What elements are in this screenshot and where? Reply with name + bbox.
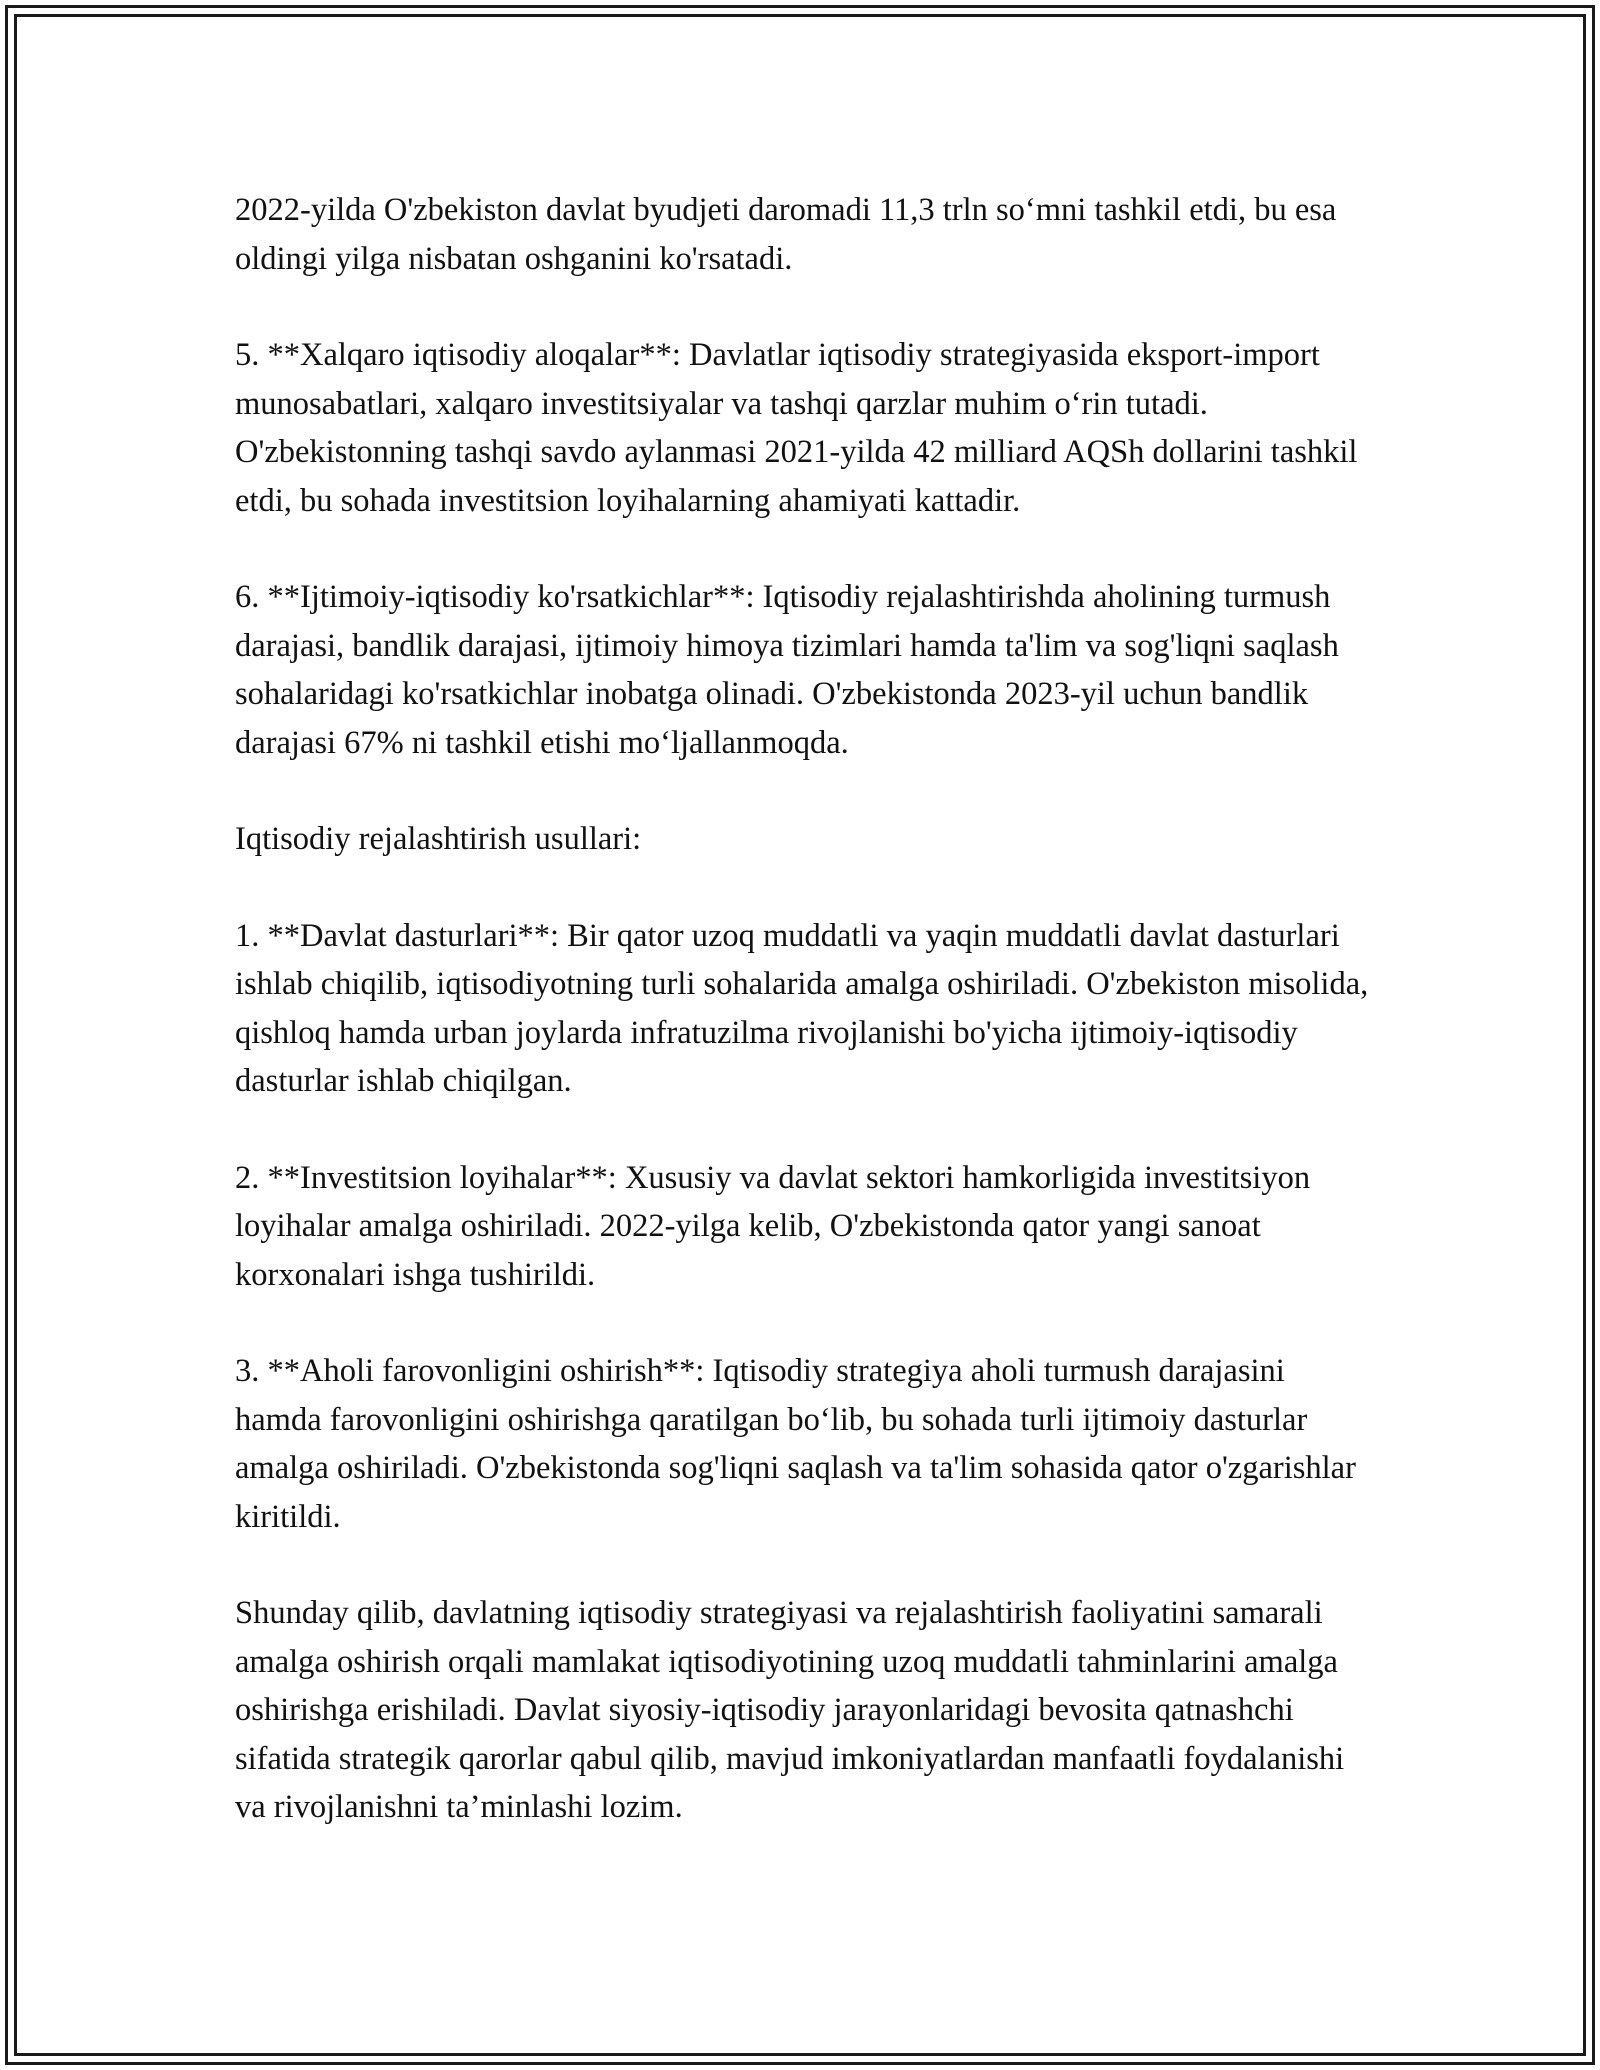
paragraph-international-relations: 5. **Xalqaro iqtisodiy aloqalar**: Davlatlar iqtisodiy strategiyasida eksport-import munosabatlari, xalqaro investitsiyalar va tashqi qarzlar muhim o‘rin tutadi. O'zbekistonning tashqi savdo aylanmasi 2021-yilda 42 milliard AQSh dollarini tashkil etdi, bu sohada investitsion loyihalarning ahamiyati kattadir.: [235, 337, 1358, 519]
paragraph-socio-economic-indicators: 6. **Ijtimoiy-iqtisodiy ko'rsatkichlar**: Iqtisodiy rejalashtirishda aholining turmush darajasi, bandlik darajasi, ijtimoiy himoya tizimlari hamda ta'lim va sog'liqni saqlash sohalaridagi ko'rsatkichlar inobatga olinadi. O'zbekistonda 2023-yil uchun bandlik darajasi 67% ni tashkil etishi mo‘ljallanmoqda.: [235, 579, 1339, 761]
paragraph-welfare-improvement: 3. **Aholi farovonligini oshirish**: Iqtisodiy strategiya aholi turmush darajasini hamda farovonligini oshirishga qaratilgan bo‘lib, bu sohada turli ijtimoiy dasturlar amalga oshiriladi. O'zbekistonda sog'liqni saqlash va ta'lim sohasida qator o'zgarishlar kiritildi.: [235, 1353, 1356, 1535]
section-heading-planning-methods: Iqtisodiy rejalashtirish usullari:: [235, 821, 642, 857]
paragraph-conclusion: Shunday qilib, davlatning iqtisodiy strategiyasi va rejalashtirish faoliyatini samarali amalga oshirish orqali mamlakat iqtisodiyotining uzoq muddatli tahminlarini amalga oshirishga erishiladi. Davlat siyosiy-iqtisodiy jarayonlaridagi bevosita qatnashchi sifatida strategik qarorlar qabul qilib, mavjud imkoniyatlardan manfaatli foydalanishi va rivojlanishni ta’minlashi lozim.: [235, 1595, 1345, 1825]
paragraph-state-programs: 1. **Davlat dasturlari**: Bir qator uzoq muddatli va yaqin muddatli davlat dasturlari ishlab chiqilib, iqtisodiyotning turli sohalarida amalga oshiriladi. O'zbekiston misolida, qishloq hamda urban joylarda infratuzilma rivojlanishi bo'yicha ijtimoiy-iqtisodiy dasturlar ishlab chiqilgan.: [235, 917, 1369, 1099]
paragraph-budget-revenue: 2022-yilda O'zbekiston davlat byudjeti daromadi 11,3 trln so‘mni tashkil etdi, bu esa oldingi yilga nisbatan oshganini ko'rsatadi.: [235, 192, 1337, 277]
document-body: [235, 186, 1375, 1832]
paragraph-investment-projects: 2. **Investitsion loyihalar**: Xususiy va davlat sektori hamkorligida investitsiyon loyihalar amalga oshiriladi. 2022-yilga kelib, O'zbekistonda qator yangi sanoat korxonalari ishga tushirildi.: [235, 1159, 1311, 1293]
